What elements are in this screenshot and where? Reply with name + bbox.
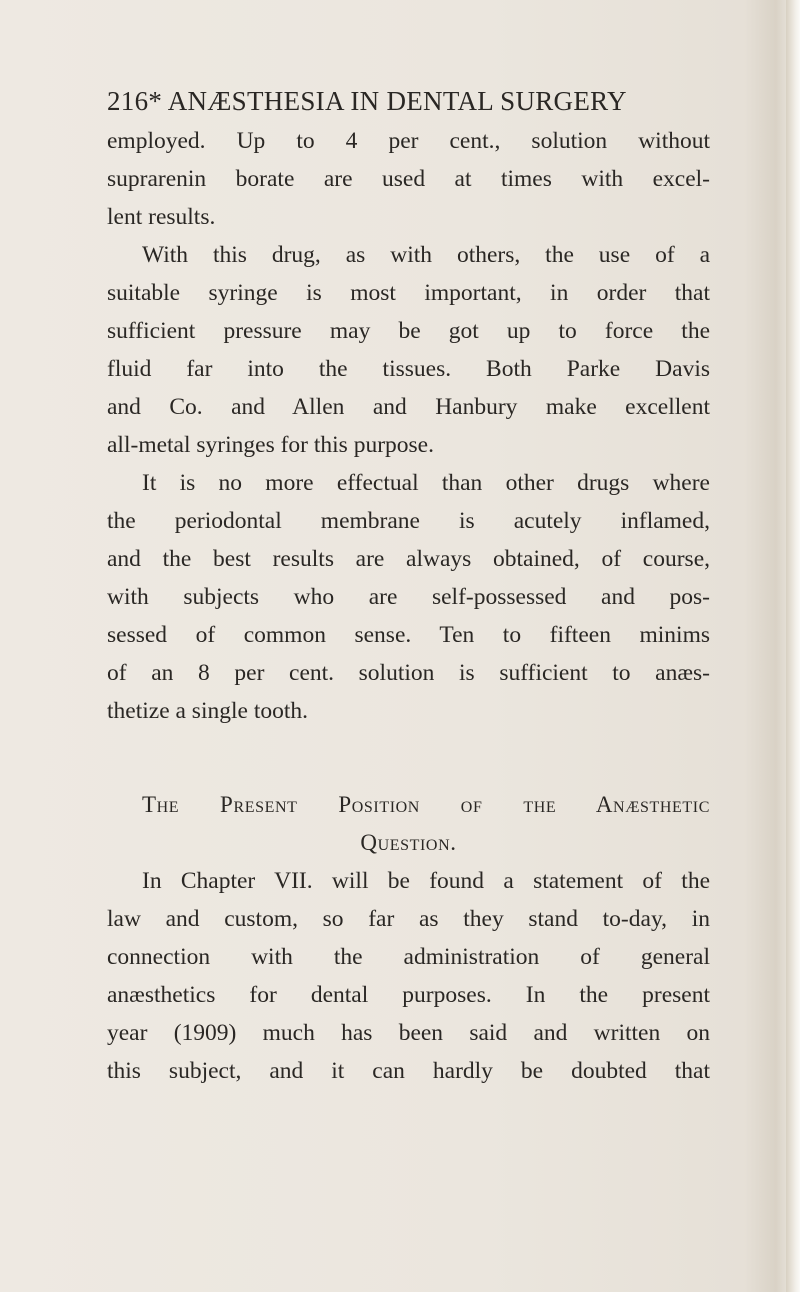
text-line: sessed of common sense. Ten to fifteen minims	[107, 622, 710, 648]
text-line: this subject, and it can hardly be doubted that	[107, 1058, 710, 1084]
section-text	[107, 862, 710, 1090]
text-line: with subjects who are self-possessed and pos-	[107, 584, 710, 610]
text-line: In Chapter VII. will be found a statement of the	[142, 868, 710, 894]
text-line: the periodontal membrane is acutely inflamed,	[107, 508, 710, 534]
text-line: year (1909) much has been said and written on	[107, 1020, 710, 1046]
text-line: It is no more effectual than other drugs where	[142, 470, 710, 496]
text-line: fluid far into the tissues. Both Parke Davis	[107, 356, 710, 382]
text-line: lent results.	[107, 204, 216, 230]
section-heading-line: Question.	[360, 830, 457, 855]
section-heading-line: The Present Position of the Anæsthetic	[142, 792, 710, 817]
text-line: law and custom, so far as they stand to-day, in	[107, 906, 710, 932]
text-line: anæsthetics for dental purposes. In the present	[107, 982, 710, 1008]
text-line: employed. Up to 4 per cent., solution without	[107, 128, 710, 154]
text-line: and Co. and Allen and Hanbury make excellent	[107, 394, 710, 420]
text-line: suprarenin borate are used at times with excel-	[107, 166, 710, 192]
text-line: connection with the administration of general	[107, 944, 710, 970]
text-line: thetize a single tooth.	[107, 698, 309, 724]
body-text	[107, 122, 710, 730]
section-heading	[107, 786, 710, 862]
text-line: all-metal syringes for this purpose.	[107, 432, 434, 458]
running-head: 216* ANÆSTHESIA IN DENTAL SURGERY	[107, 86, 627, 116]
text-line: suitable syringe is most important, in order that	[107, 280, 710, 306]
text-line: With this drug, as with others, the use of a	[142, 242, 710, 268]
text-line: of an 8 per cent. solution is sufficient to anæs-	[107, 660, 710, 686]
page-edge	[786, 0, 800, 1292]
text-line: and the best results are always obtained, of course,	[107, 546, 710, 572]
text-line: sufficient pressure may be got up to force the	[107, 318, 710, 344]
